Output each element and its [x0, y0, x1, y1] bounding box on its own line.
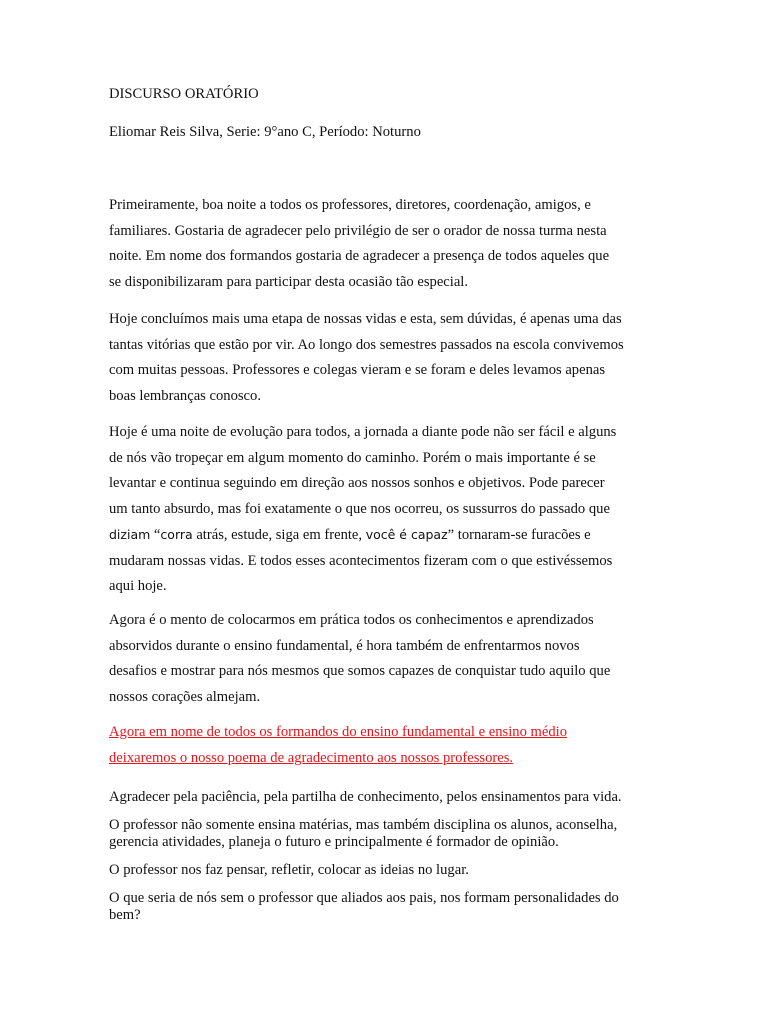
quote-text: atrás, estude, siga em frente, [192, 527, 366, 543]
quote-text: ” tornaram-se furacões e [447, 527, 591, 543]
text-line: levantar e continua seguindo em direção aos nossos sonhos e objetivos. Pode parecer [109, 475, 605, 491]
text-line: noite. Em nome dos formandos gostaria de agradecer a presença de todos aqueles que [109, 248, 610, 264]
text-line: O que seria de nós sem o professor que aliados aos pais, nos formam personalidades do [109, 890, 619, 906]
text-line: um tanto absurdo, mas foi exatamente o que nos ocorreu, os sussurros do passado que [109, 500, 610, 517]
paragraph-greeting [109, 193, 669, 295]
paragraph-conclusion [109, 307, 669, 409]
text-line: mudaram nossas vidas. E todos esses acontecimentos fizeram com o que estivéssemos [109, 552, 613, 569]
text-line: bem? [109, 907, 141, 923]
text-line: tantas vitórias que estão por vir. Ao longo dos semestres passados na escola convivemos [109, 336, 624, 353]
paragraph-poem-intro-red [109, 720, 669, 771]
text-line: Hoje é uma noite de evolução para todos, a jornada a diante pode não ser fácil e alguns [109, 424, 617, 440]
text-line: deixaremos o nosso poema de agradecimento aos nossos professores. [109, 749, 514, 766]
text-line: Agora em nome de todos os formandos do ensino fundamental e ensino médio [109, 724, 567, 740]
quote-word: você é capaz [365, 527, 448, 542]
text-line: familiares. Gostaria de agradecer pelo privilégio de ser o orador de nossa turma nesta [109, 222, 607, 239]
paragraph-thanks: Agradecer pela paciência, pela partilha de conhecimento, pelos ensinamentos para vida. [109, 789, 622, 805]
paragraph-teacher-thinking: O professor nos faz pensar, refletir, colocar as ideias no lugar. [109, 862, 469, 878]
text-line: Hoje concluímos mais uma etapa de nossas vidas e esta, sem dúvidas, é apenas uma das [109, 311, 622, 327]
text-line: desafios e mostrar para nós mesmos que somos capazes de conquistar tudo aquilo que [109, 663, 611, 679]
text-line: boas lembranças conosco. [109, 387, 261, 404]
text-line: absorvidos durante o ensino fundamental, é hora também de enfrentarmos novos [109, 637, 580, 654]
text-line: Agora é o mento de colocarmos em prática todos os conhecimentos e aprendizados [109, 612, 594, 628]
text-line: de nós vão tropeçar em algum momento do caminho. Porém o mais importante é se [109, 449, 596, 466]
paragraph-practice [109, 608, 669, 710]
text-line: nossos corações almejam. [109, 688, 261, 705]
paragraph-evolution [109, 420, 669, 600]
text-line: com muitas pessoas. Professores e colegas vieram e se foram e deles levamos apenas [109, 362, 606, 378]
text-line-quote [109, 522, 669, 549]
text-line: Primeiramente, boa noite a todos os professores, diretores, coordenação, amigos, e [109, 197, 591, 213]
text-line: O professor não somente ensina matérias, mas também disciplina os alunos, aconselha, [109, 817, 618, 833]
document-title: DISCURSO ORATÓRIO [109, 86, 259, 102]
paragraph-teacher-role [109, 817, 669, 851]
quote-mark: “ [150, 527, 161, 543]
text-line: aqui hoje. [109, 578, 167, 594]
quote-word: diziam [109, 527, 151, 542]
paragraph-teacher-question [109, 890, 669, 924]
text-line: se disponibilizaram para participar desta ocasião tão especial. [109, 273, 469, 290]
text-line: gerencia atividades, planeja o futuro e principalmente é formador de opinião. [109, 834, 559, 850]
author-line: Eliomar Reis Silva, Serie: 9°ano C, Período: Noturno [109, 124, 421, 140]
quote-word: corra [160, 527, 193, 542]
